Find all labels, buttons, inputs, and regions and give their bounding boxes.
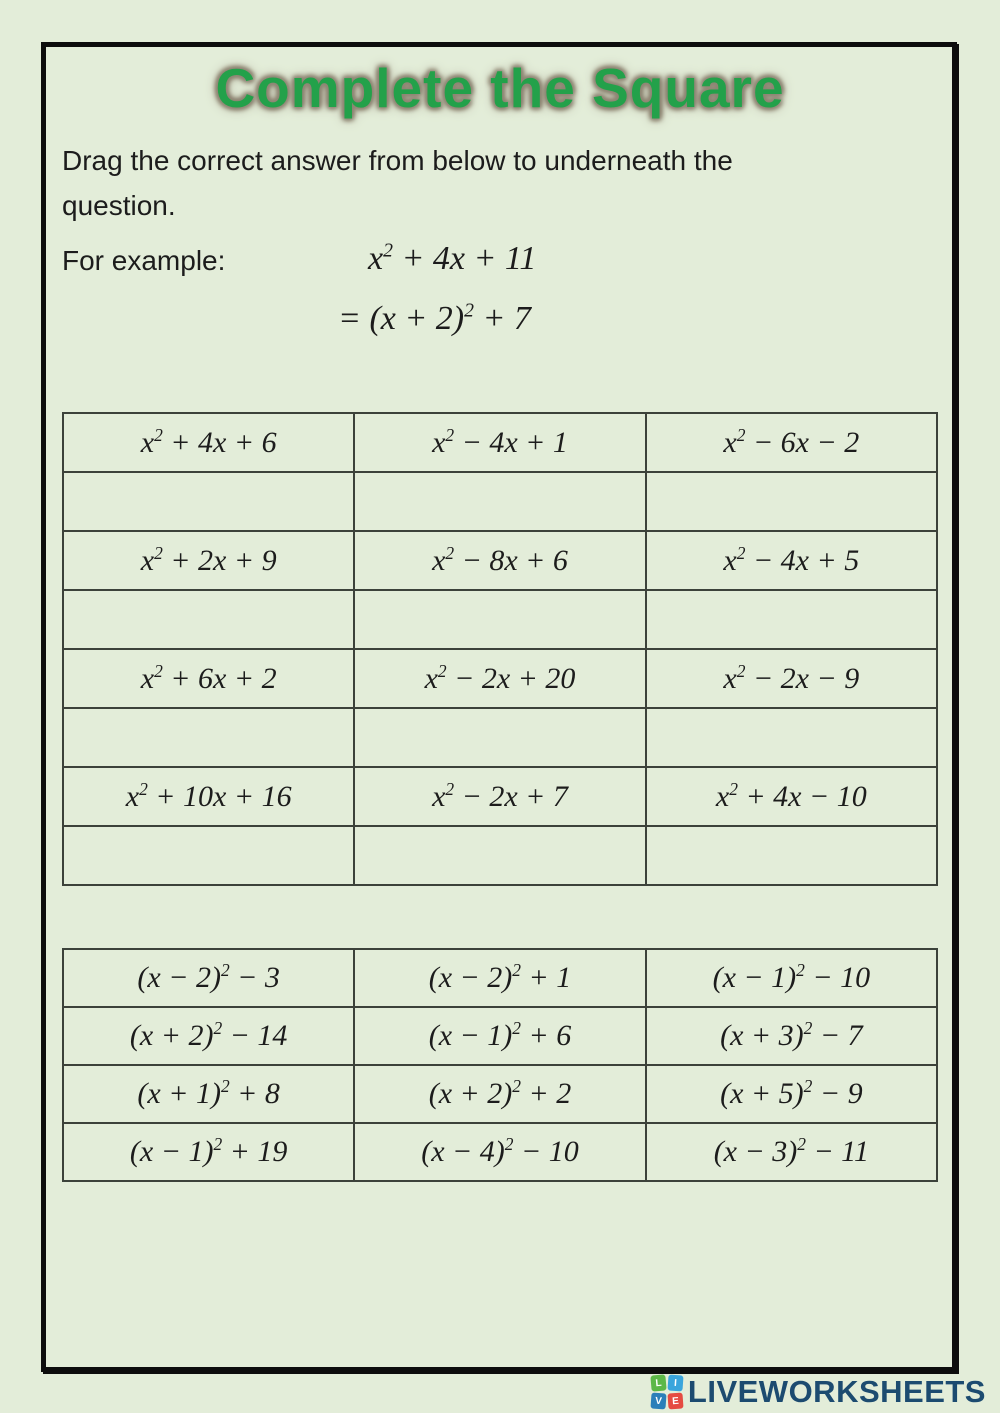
- logo-square-e: E: [667, 1392, 683, 1409]
- question-row: [63, 413, 937, 472]
- draggable-answer[interactable]: $(x - 4)^2 - 10$: [354, 1123, 645, 1181]
- logo-square-i: I: [667, 1374, 683, 1391]
- question-row: [63, 649, 937, 708]
- logo-square-v: V: [650, 1392, 666, 1409]
- question-cell: $x^2 - 4x + 5$: [646, 531, 937, 590]
- questions-table: [62, 412, 938, 886]
- answer-row: [63, 949, 937, 1007]
- answer-drop-zone[interactable]: [646, 590, 937, 649]
- question-cell: $x^2 - 2x + 20$: [354, 649, 645, 708]
- question-cell: $x^2 + 6x + 2$: [63, 649, 354, 708]
- draggable-answer[interactable]: $(x - 1)^2 - 10$: [646, 949, 937, 1007]
- liveworksheets-logo: [651, 1374, 986, 1410]
- example-expression: $x^2 + 4x + 11$: [368, 239, 537, 277]
- draggable-answer[interactable]: $(x - 2)^2 + 1$: [354, 949, 645, 1007]
- question-cell: $x^2 - 2x + 7$: [354, 767, 645, 826]
- draggable-answer[interactable]: $(x - 1)^2 + 19$: [63, 1123, 354, 1181]
- example-label: For example:: [62, 245, 226, 276]
- question-cell: $x^2 + 4x + 6$: [63, 413, 354, 472]
- brand-name: LIVEWORKSHEETS: [687, 1374, 986, 1409]
- instructions-text: Drag the correct answer from below to underneath the question.: [62, 145, 733, 221]
- answer-drop-zone[interactable]: [354, 472, 645, 531]
- answer-drop-zone[interactable]: [646, 472, 937, 531]
- drop-row: [63, 590, 937, 649]
- answer-drop-zone[interactable]: [63, 590, 354, 649]
- draggable-answer[interactable]: $(x + 2)^2 - 14$: [63, 1007, 354, 1065]
- question-cell: $x^2 - 2x - 9$: [646, 649, 937, 708]
- drop-row: [63, 826, 937, 885]
- answer-drop-zone[interactable]: [646, 826, 937, 885]
- answer-drop-zone[interactable]: [646, 708, 937, 767]
- answer-row: [63, 1007, 937, 1065]
- answer-drop-zone[interactable]: [354, 826, 645, 885]
- page-title: Complete the Square: [215, 57, 785, 119]
- answer-row: [63, 1065, 937, 1123]
- question-cell: $x^2 - 6x - 2$: [646, 413, 937, 472]
- question-cell: $x^2 - 8x + 6$: [354, 531, 645, 590]
- draggable-answer[interactable]: $(x - 3)^2 - 11$: [646, 1123, 937, 1181]
- draggable-answer[interactable]: $(x - 1)^2 + 6$: [354, 1007, 645, 1065]
- drop-row: [63, 472, 937, 531]
- answers-table: [62, 948, 938, 1182]
- answer-row: [63, 1123, 937, 1181]
- question-row: [63, 767, 937, 826]
- example-result: = $(x + 2)^2 + 7$: [338, 299, 531, 337]
- draggable-answer[interactable]: $(x + 1)^2 + 8$: [63, 1065, 354, 1123]
- question-cell: $x^2 + 4x - 10$: [646, 767, 937, 826]
- draggable-answer[interactable]: $(x + 2)^2 + 2$: [354, 1065, 645, 1123]
- answer-drop-zone[interactable]: [63, 472, 354, 531]
- answer-drop-zone[interactable]: [354, 708, 645, 767]
- answer-drop-zone[interactable]: [63, 708, 354, 767]
- draggable-answer[interactable]: $(x + 3)^2 - 7$: [646, 1007, 937, 1065]
- question-cell: $x^2 + 10x + 16$: [63, 767, 354, 826]
- answer-drop-zone[interactable]: [63, 826, 354, 885]
- drop-row: [63, 708, 937, 767]
- question-cell: $x^2 - 4x + 1$: [354, 413, 645, 472]
- answer-drop-zone[interactable]: [354, 590, 645, 649]
- draggable-answer[interactable]: $(x + 5)^2 - 9$: [646, 1065, 937, 1123]
- draggable-answer[interactable]: $(x - 2)^2 - 3$: [63, 949, 354, 1007]
- liveworksheets-icon: [651, 1375, 683, 1409]
- question-cell: $x^2 + 2x + 9$: [63, 531, 354, 590]
- question-row: [63, 531, 937, 590]
- logo-square-l: L: [650, 1374, 666, 1391]
